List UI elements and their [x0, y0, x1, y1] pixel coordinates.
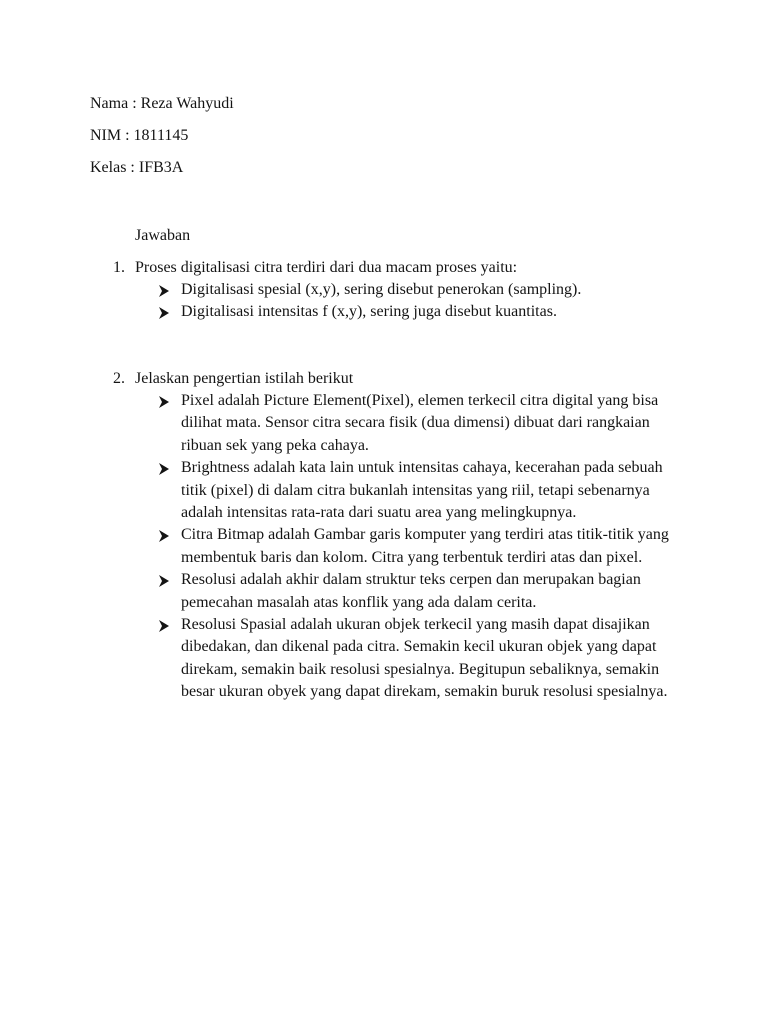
arrowhead-bullet-icon	[158, 457, 172, 479]
arrowhead-bullet-icon	[158, 301, 172, 323]
question-1	[0, 256, 768, 324]
question-number: 2.	[113, 370, 125, 387]
bullet-text: Citra Bitmap adalah Gambar garis komputer yang terdiri atas titik-titik yang membentuk baris dan kolom. Citra yang terbentuk terdiri atas dan pixel.	[181, 526, 669, 566]
bullet-text: Pixel adalah Picture Element(Pixel), elemen terkecil citra digital yang bisa dilihat mata. Sensor citra secara fisik (dua dimensi) dibuat dari rangkaian ribuan sek yang peka cahaya.	[181, 392, 659, 454]
list-item	[0, 457, 768, 524]
bullet-list	[0, 279, 768, 324]
arrowhead-bullet-icon	[158, 614, 172, 636]
list-item	[0, 390, 768, 457]
student-class: Kelas : IFB3A	[90, 159, 184, 176]
arrowhead-bullet-icon	[158, 279, 172, 301]
question-text: Jelaskan pengertian istilah berikut	[135, 370, 354, 387]
list-item	[0, 614, 768, 704]
answer-heading: Jawaban	[135, 227, 191, 244]
bullet-text: Digitalisasi spesial (x,y), sering disebut penerokan (sampling).	[181, 281, 582, 298]
student-nim: NIM : 1811145	[90, 127, 189, 144]
bullet-text: Brightness adalah kata lain untuk intensitas cahaya, kecerahan pada sebuah titik (pixel) di dalam citra bukanlah intensitas yang riil, tetapi sebenarnya adalah intensitas rata-rata dari suatu area yang melingkupnya.	[181, 459, 663, 522]
bullet-list	[0, 390, 768, 704]
arrowhead-bullet-icon	[158, 569, 172, 591]
student-name: Nama : Reza Wahyudi	[90, 95, 234, 112]
list-item	[0, 279, 768, 301]
bullet-text: Digitalisasi intensitas f (x,y), sering juga disebut kuantitas.	[181, 303, 557, 321]
arrowhead-bullet-icon	[158, 524, 172, 546]
bullet-text: Resolusi Spasial adalah ukuran objek terkecil yang masih dapat disajikan dibedakan, dan dikenal pada citra. Semakin kecil ukuran objek yang dapat direkam, semakin baik resolusi spesialnya. Begitupun sebaliknya, semakin besar ukuran obyek yang dapat direkam, semakin buruk resolusi spesialnya.	[181, 616, 668, 701]
bullet-text: Resolusi adalah akhir dalam struktur teks cerpen dan merupakan bagian pemecahan masalah atas konflik yang ada dalam cerita.	[181, 571, 641, 611]
list-item	[0, 569, 768, 614]
arrowhead-bullet-icon	[158, 390, 172, 412]
list-item	[0, 524, 768, 569]
question-2	[0, 367, 768, 704]
question-number: 1.	[113, 259, 125, 276]
list-item	[0, 301, 768, 323]
question-text: Proses digitalisasi citra terdiri dari dua macam proses yaitu:	[135, 259, 518, 276]
